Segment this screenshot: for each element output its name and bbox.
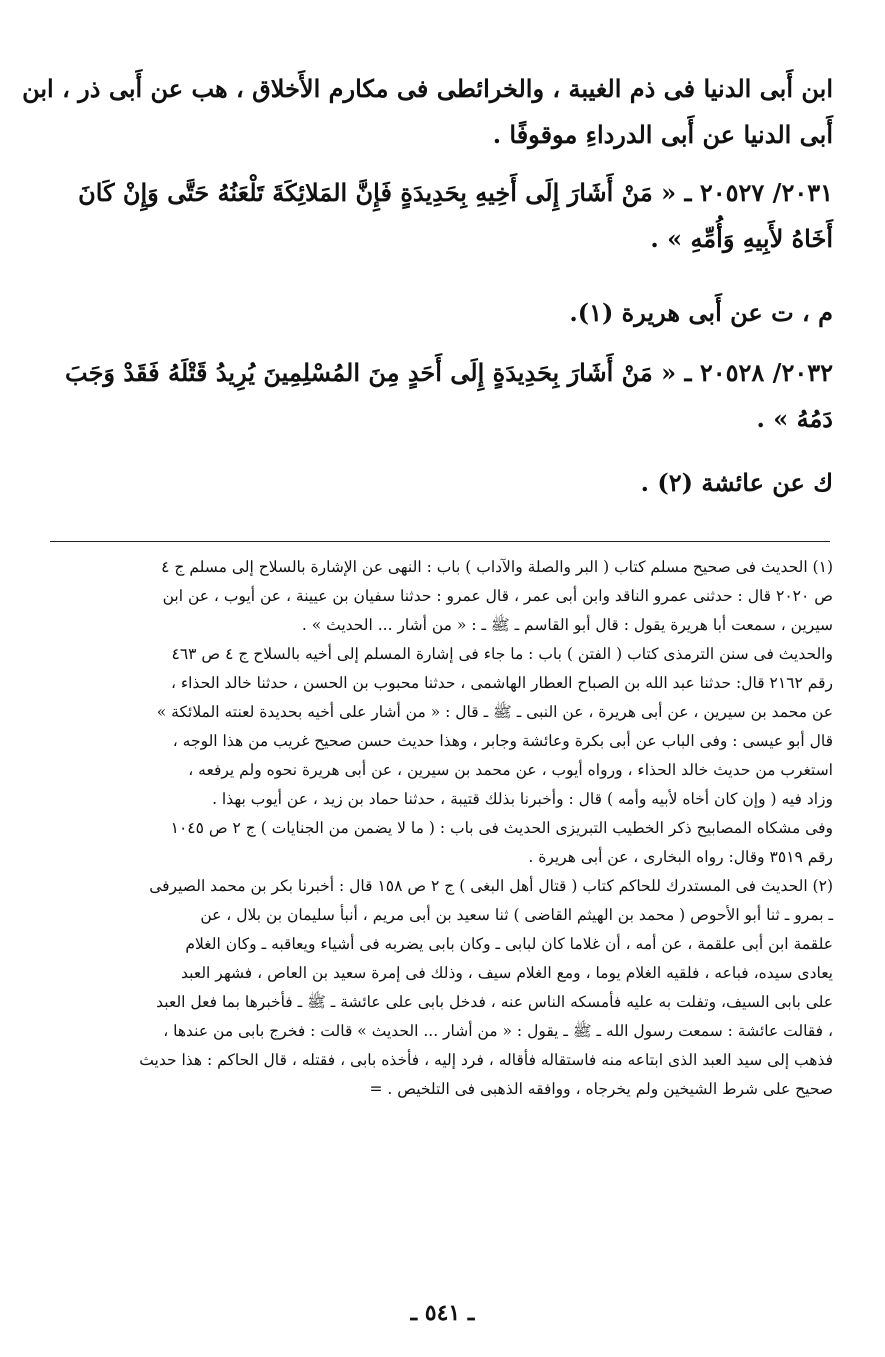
text-line: ابن أَبى الدنيا فى ذم الغيبة ، والخرائطى فى مكارم الأَخلاق ، هب عن أَبى ذر ، ابن	[22, 74, 833, 103]
footnote-line: سيرين ، سمعت أبا هريرة يقول : قال أبو القاسم ـ ﷺ ـ : « من أشار ... الحديث » .	[301, 616, 833, 634]
footnote-line: صحيح على شرط الشيخين ولم يخرجاه ، ووافقه الذهبى فى التلخيص . =	[369, 1080, 833, 1098]
hadith-2032	[53, 350, 833, 442]
hadith-2031	[53, 170, 833, 262]
footnote-line: ص ٢٠٢٠ قال : حدثنى عمرو الناقد وابن أبى عمر ، قال عمرو : حدثنا سفيان بن عيينة ، عن أيوب ، عن ابن	[162, 587, 833, 605]
text-line: م ، ت عن أَبى هريرة (١).	[569, 298, 833, 327]
footnote-line: يعادى سيده، فباعه ، فلقيه الغلام يوما ، ومع الغلام سيف ، وذلك فى إمرة سعيد بن العاص ، فشهر العبد	[181, 964, 833, 982]
paragraph-intro	[22, 66, 833, 158]
text-line: دَمُهُ » .	[756, 404, 833, 433]
footnote-line: ، فقالت عائشة : سمعت رسول الله ـ ﷺ ـ يقول : « من أشار ... الحديث » قالت : فخرج بابى من عندها ،	[163, 1022, 833, 1040]
footnote-line: قال أبو عيسى : وفى الباب عن أبى بكرة وعائشة وجابر ، وهذا حديث حسن صحيح غريب من هذا الوجه ،	[172, 732, 833, 750]
text-line: أَخَاهُ لأَبِيهِ وَأُمِّهِ » .	[650, 224, 833, 253]
footnote-line: ـ بمرو ـ ثنا أبو الأحوص ( محمد بن الهيثم القاضى ) ثنا سعيد بن أبى مريم ، أنبأ سليمان بن بلال ، عن	[200, 906, 833, 924]
text-line: ٢٠٣١/ ٢٠٥٢٧ ـ « مَنْ أَشَارَ إِلَى أَخِيهِ بِحَدِيدَةٍ فَإِنَّ المَلائِكَةَ تَلْعَنُهُ حَتَّى وَإِنْ كَانَ	[78, 178, 833, 207]
source-ref-2	[53, 460, 833, 506]
text-line: أَبى الدنيا عن أَبى الدرداءِ موقوفًا .	[492, 120, 833, 149]
footnote-separator	[50, 541, 830, 542]
footnote-line: (٢) الحديث فى المستدرك للحاكم كتاب ( قتال أهل البغى ) ج ٢ ص ١٥٨ قال : أخبرنا بكر بن محمد الصيرفى	[149, 877, 833, 895]
footnote-line: فذهب إلى سيد العبد الذى ابتاعه منه فاستقاله فأقاله ، فرد إليه ، فأخذه بابى ، فقتله ، قال الحاكم : هذا حديث	[139, 1051, 833, 1069]
source-ref-1	[53, 290, 833, 336]
footnote-line: وفى مشكاه المصابيح ذكر الخطيب التبريزى الحديث فى باب : ( ما لا يضمن من الجنايات ) ج ٢ ص ١٠٤٥	[170, 819, 833, 837]
text-line: ك عن عائشة (٢) .	[640, 468, 833, 497]
footnote-line: على بابى السيف، وتفلت به عليه فأمسكه الناس عنه ، فدخل بابى على عائشة ـ ﷺ ـ فأخبرها بما فعل العبد	[156, 993, 833, 1011]
footnote-line: (١) الحديث فى صحيح مسلم كتاب ( البر والصلة والآداب ) باب : النهى عن الإشارة بالسلاح إلى مسلم ج ٤	[161, 558, 833, 576]
footnote-line: استغرب من حديث خالد الحذاء ، ورواه أيوب ، عن محمد بن سيرين ، عن أبى هريرة نحوه ولم يرفعه ،	[188, 761, 833, 779]
footnote-line: عن محمد بن سيرين ، عن أبى هريرة ، عن النبى ـ ﷺ ـ قال : « من أشار على أخيه بحديدة لعنته الملائكة »	[156, 703, 833, 721]
footnote-line: والحديث فى سنن الترمذى كتاب ( الفتن ) باب : ما جاء فى إشارة المسلم إلى أخيه بالسلاح ج ٤ ص ٤٦٣	[171, 645, 833, 663]
page-number: ـ ٥٤١ ـ	[410, 1300, 475, 1326]
footnote-line: رقم ٢١٦٢ قال: حدثنا عبد الله بن الصباح العطار الهاشمى ، حدثنا محبوب بن الحسن ، حدثنا خالد الحذاء ،	[170, 674, 833, 692]
text-line: ٢٠٣٢/ ٢٠٥٢٨ ـ « مَنْ أَشَارَ بِحَدِيدَةٍ إِلَى أَحَدٍ مِنَ المُسْلِمِينَ يُرِيدُ قَتْلَهُ فَقَدْ وَجَبَ	[65, 358, 833, 387]
footnote-line: علقمة ابن أبى علقمة ، عن أمه ، أن غلاما كان لبابى ـ وكان بابى يضربه فى أشياء ويعاقبه ـ وكان الغلام	[185, 935, 833, 953]
footnotes	[48, 553, 833, 1104]
footnote-line: رقم ٣٥١٩ وقال: رواه البخارى ، عن أبى هريرة .	[528, 848, 833, 866]
footnote-line: وزاد فيه ( وإن كان أخاه لأبيه وأمه ) قال : وأخبرنا بذلك قتيبة ، حدثنا حماد بن زيد ، عن أيوب بهذا .	[212, 790, 833, 808]
